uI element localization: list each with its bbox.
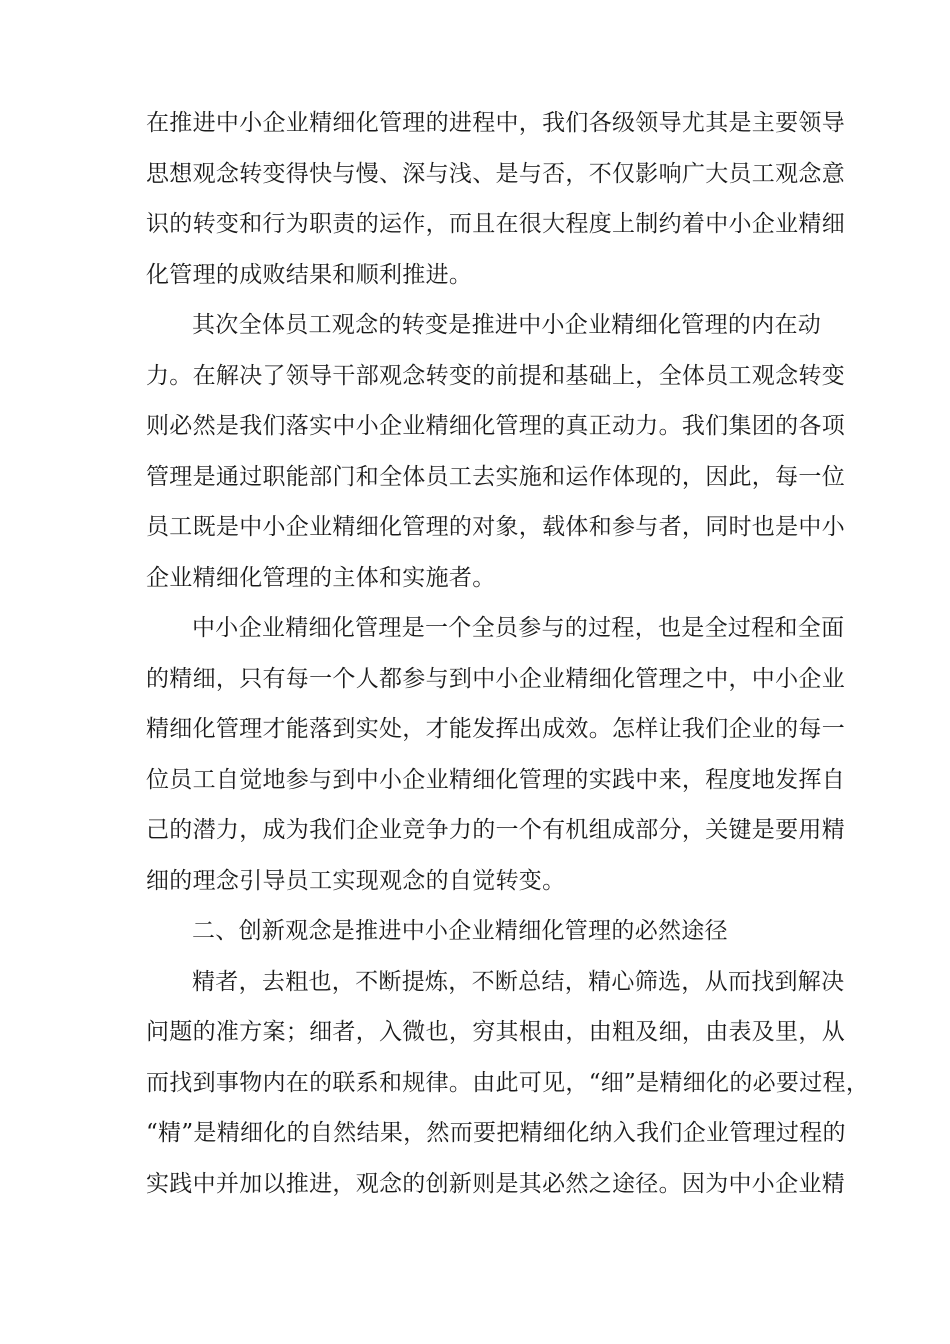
text-line: 中小企业精细化管理是一个全员参与的过程，也是全过程和全面: [192, 615, 845, 641]
text-line: 力。在解决了领导干部观念转变的前提和基础上，全体员工观念转变: [146, 362, 845, 389]
text-line: 精者，去粗也，不断提炼，不断总结，精心筛选，从而找到解决: [192, 968, 845, 995]
text-line: 化管理的成败结果和顺利推进。: [146, 261, 473, 288]
heading-text: 二、创新观念是推进中小企业精细化管理的必然途径: [192, 918, 728, 944]
text-line: 实践中并加以推进，观念的创新则是其必然之途径。因为中小企业精: [146, 1170, 845, 1197]
text-line: 则必然是我们落实中小企业精细化管理的真正动力。我们集团的各项: [146, 413, 845, 439]
text-line: 己的潜力，成为我们企业竞争力的一个有机组成部分，关键是要用精: [146, 817, 845, 843]
text-line: 管理是通过职能部门和全体员工去实施和运作体现的，因此，每一位: [146, 463, 845, 490]
text-line: 位员工自觉地参与到中小企业精细化管理的实践中来，程度地发挥自: [146, 766, 845, 793]
text-line: 其次全体员工观念的转变是推进中小企业精细化管理的内在动: [192, 312, 822, 338]
text-line: 在推进中小企业精细化管理的进程中，我们各级领导尤其是主要领导: [146, 110, 845, 136]
text-line: 精细化管理才能落到实处，才能发挥出成效。怎样让我们企业的每一: [146, 716, 845, 742]
paragraph-4: [146, 957, 870, 1210]
text-line: 思想观念转变得快与慢、深与浅、是与否，不仅影响广大员工观念意: [146, 160, 845, 187]
text-line: 员工既是中小企业精细化管理的对象，载体和参与者，同时也是中小: [146, 514, 845, 540]
paragraph-1: [146, 98, 845, 300]
text-line: “精”是精细化的自然结果，然而要把精细化纳入我们企业管理过程的: [146, 1120, 846, 1146]
text-line: 企业精细化管理的主体和实施者。: [146, 564, 496, 591]
section-heading: [146, 906, 816, 957]
paragraph-2: [146, 300, 845, 603]
paragraph-3: [146, 603, 845, 906]
document-body: [146, 98, 870, 1209]
text-line: 细的理念引导员工实现观念的自觉转变。: [146, 867, 566, 894]
text-line: 而找到事物内在的联系和规律。由此可见，“细”是精细化的必要过程，: [146, 1069, 870, 1096]
text-line: 问题的准方案；细者，入微也，穷其根由，由粗及细，由表及里，从: [146, 1019, 845, 1045]
text-line: 识的转变和行为职责的运作，而且在很大程度上制约着中小企业精细: [146, 211, 845, 237]
text-line: 的精细，只有每一个人都参与到中小企业精细化管理之中，中小企业: [146, 665, 845, 692]
